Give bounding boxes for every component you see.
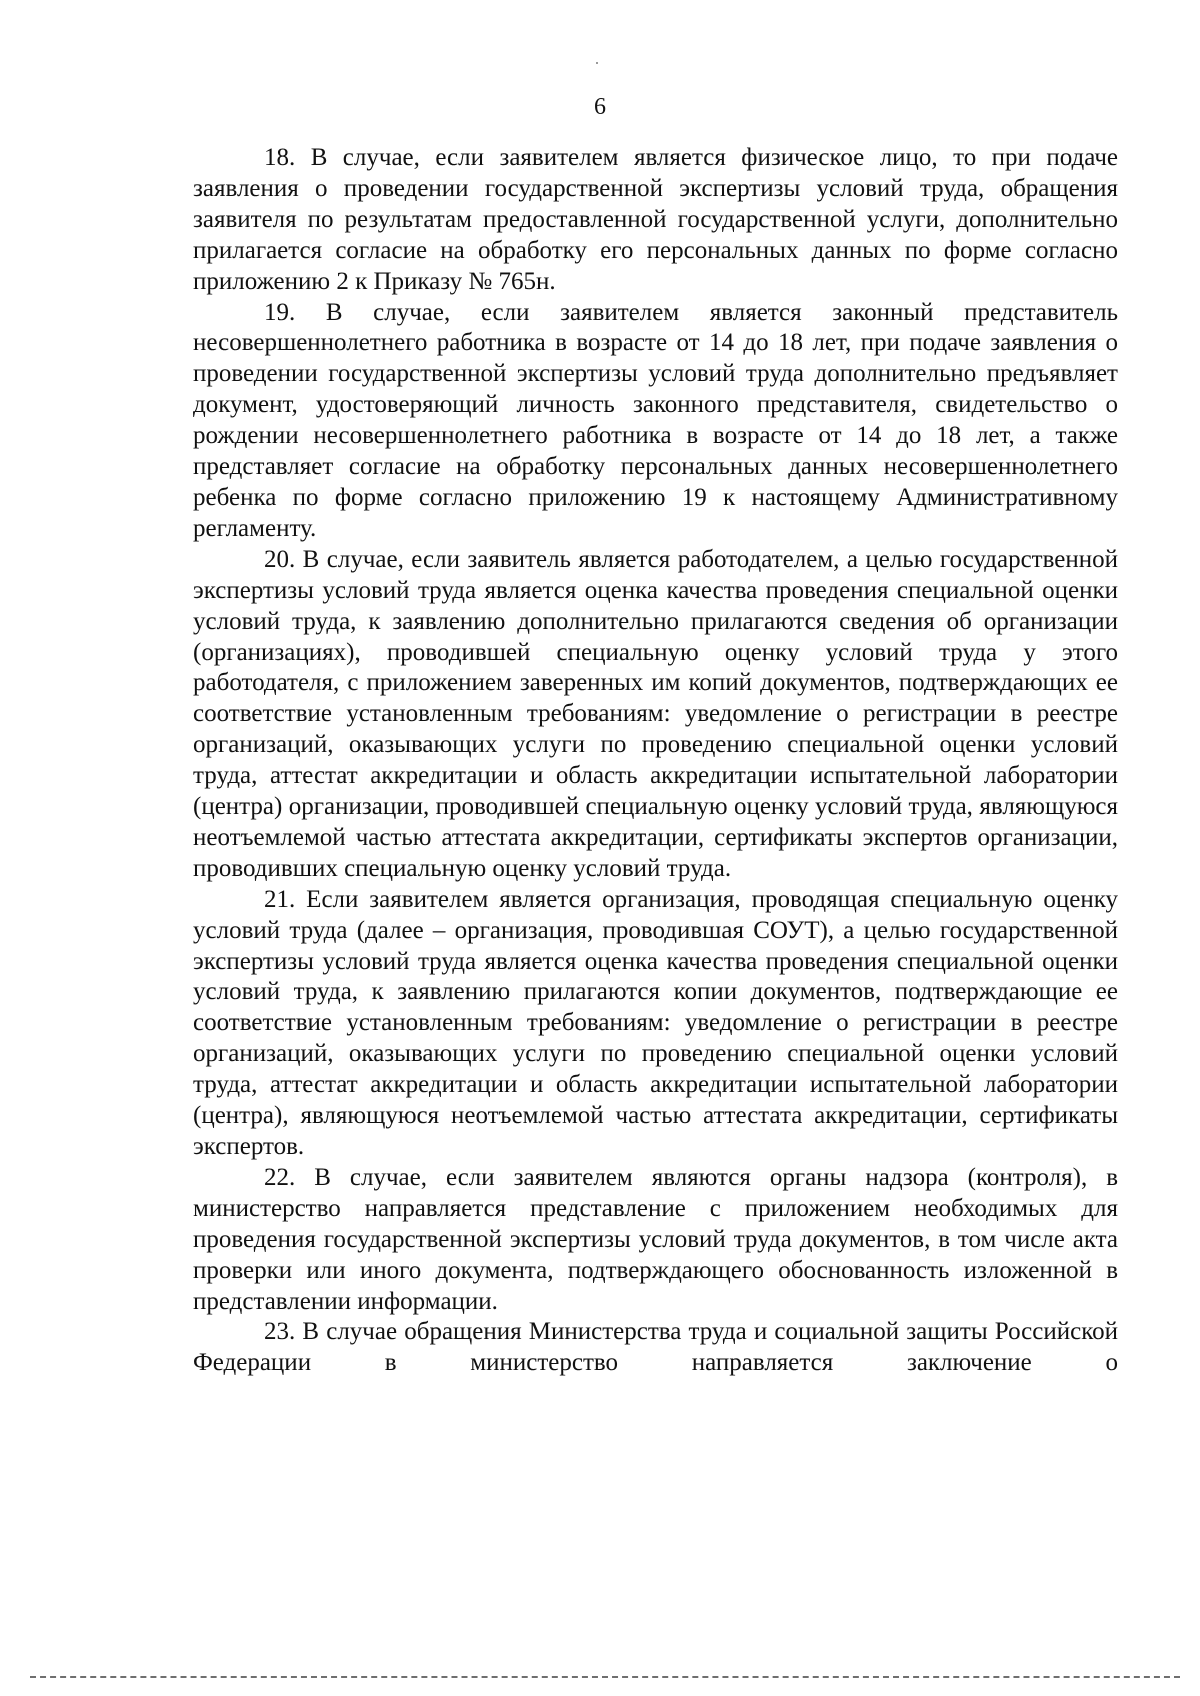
paragraph-18: 18. В случае, если заявителем является физическое лицо, то при подаче заявления о проведении государственной экспертизы условий труда, обращения заявителя по результатам предоставленной государственной услуги, дополнительно прилагается согласие на обработку его персональных данных по форме согласно приложению 2 к Приказу № 765н. [193, 144, 1118, 295]
paragraph-21: 21. Если заявителем является организация, проводящая специальную оценку условий труда (далее – организация, проводившая СОУТ), а целью государственной экспертизы условий труда является оценка качества проведения специальной оценки условий труда, к заявлению прилагаются копии документов, подтверждающие ее соответствие установленным требованиям: уведомление о регистрации в реестре организаций, оказывающих услуги по проведению специальной оценки условий труда, аттестат аккредитации и область аккредитации испытательной лаборатории (центра), являющуюся неотъемлемой частью аттестата аккредитации, сертификаты экспертов. [193, 885, 1118, 1160]
scan-artifact-dot [596, 62, 598, 64]
paragraph-22: 22. В случае, если заявителем являются органы надзора (контроля), в министерство направляется представление с приложением необходимых для проведения государственной экспертизы условий труда документов, в том числе акта проверки или иного документа, подтверждающего обоснованность изложенной в представлении информации. [193, 1163, 1118, 1315]
paragraph-19: 19. В случае, если заявителем является законный представитель несовершеннолетнего работника в возрасте от 14 до 18 лет, при подаче заявления о проведении государственной экспертизы условий труда дополнительно предъявляет документ, удостоверяющий личность законного представителя, свидетельство о рождении несовершеннолетнего работника в возрасте от 14 до 18 лет, а также представляет согласие на обработку персональных данных несовершеннолетнего ребенка по форме согласно приложению 19 к настоящему Административному регламенту. [193, 298, 1118, 542]
scan-bottom-edge [30, 1676, 1180, 1678]
paragraph-20: 20. В случае, если заявитель является работодателем, а целью государственной экспертизы условий труда является оценка качества проведения специальной оценки условий труда, к заявлению дополнительно прилагаются сведения об организации (организациях), проводившей специальную оценку условий труда у этого работодателя, с приложением заверенных им копий документов, подтверждающих ее соответствие установленным требованиям: уведомление о регистрации в реестре организаций, оказывающих услуги по проведению специальной оценки условий труда, аттестат аккредитации и область аккредитации испытательной лаборатории (центра) организации, проводившей специальную оценку условий труда, являющуюся неотъемлемой частью аттестата аккредитации, сертификаты экспертов организации, проводивших специальную оценку условий труда. [193, 545, 1118, 882]
paragraph-23: 23. В случае обращения Министерства труда и социальной защиты Российской Федерации в министерство направляется заключение о [193, 1318, 1118, 1377]
document-body [193, 143, 1118, 1379]
page-number: 6 [594, 94, 606, 120]
